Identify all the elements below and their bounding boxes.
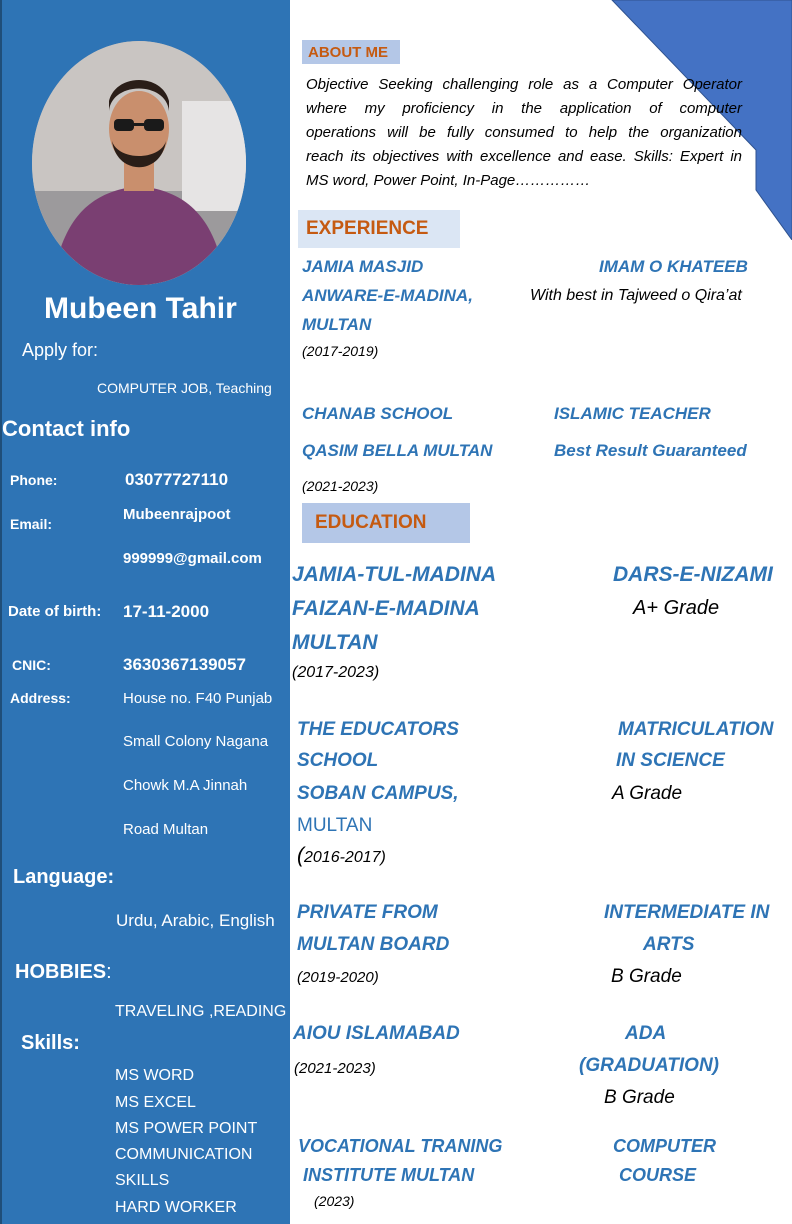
job2-org-line: QASIM BELLA MULTAN (302, 441, 493, 460)
address-label: Address: (10, 690, 71, 706)
about-heading: ABOUT ME (302, 40, 400, 64)
job2-role: ISLAMIC TEACHER (554, 404, 711, 423)
edu1-org-line: JAMIA-TUL-MADINA (292, 563, 497, 586)
phone-value: 03077727110 (125, 470, 229, 489)
experience-heading: EXPERIENCE (298, 210, 460, 248)
sidebar (0, 0, 290, 1224)
about-line: MS word, Power Point, In-Page…………… (306, 172, 591, 189)
cnic-value: 3630367139057 (123, 655, 246, 674)
edu1-org-line: MULTAN (292, 631, 378, 654)
address-line: Chowk M.A Jinnah (123, 777, 248, 794)
apply-label: Apply for: (22, 340, 99, 360)
job1-years: (2017-2019) (302, 343, 379, 359)
education-heading: EDUCATION (302, 503, 470, 543)
skill-item: SKILLS (115, 1172, 170, 1189)
job2-years: (2021-2023) (302, 478, 379, 494)
skill-item: HARD WORKER (115, 1199, 237, 1216)
skill-item: COMMUNICATION (115, 1146, 253, 1163)
edu5-degree-line: COURSE (619, 1165, 697, 1185)
skill-item: MS EXCEL (115, 1094, 196, 1111)
edu5-org-line: VOCATIONAL TRANING (298, 1136, 503, 1156)
dob-value: 17-11-2000 (123, 602, 210, 621)
edu4-years: (2021-2023) (294, 1060, 376, 1077)
edu2-org-line: SOBAN CAMPUS, (297, 783, 459, 804)
skills-heading: Skills: (21, 1032, 80, 1054)
job1-org-line: JAMIA MASJID (302, 257, 424, 276)
hobbies-value: TRAVELING ,READING (115, 1003, 287, 1020)
edu2-org-line: SCHOOL (297, 750, 379, 771)
edu3-degree-line: ARTS (643, 934, 695, 955)
email-label: Email: (10, 516, 53, 532)
edu1-years: (2017-2023) (292, 664, 380, 681)
edu1-org-line: FAIZAN-E-MADINA (292, 597, 480, 620)
about-line: where my proficiency in the application of computer (306, 100, 742, 117)
edu2-years-rest: 2016-2017) (304, 849, 386, 866)
job2-note: Best Result Guaranteed (554, 441, 747, 460)
email-line1: Mubeenrajpoot (123, 506, 231, 523)
dob-label: Date of birth: (8, 603, 102, 620)
edu3-degree-line: INTERMEDIATE IN (604, 902, 770, 923)
edu2-years (297, 844, 386, 868)
job1-role: IMAM O KHATEEB (599, 257, 748, 276)
edu2-org-city: MULTAN (297, 815, 373, 836)
edu5-degree-line: COMPUTER (613, 1136, 716, 1156)
language-heading: Language: (13, 866, 115, 888)
edu3-grade: B Grade (611, 966, 682, 987)
edu5-org-line: INSTITUTE MULTAN (303, 1165, 475, 1185)
edu2-degree-line: IN SCIENCE (616, 750, 725, 771)
hobbies-heading (15, 961, 112, 984)
job1-note: With best in Tajweed o Qira’at (530, 287, 742, 304)
profile-photo (32, 41, 246, 285)
person-photo-icon (32, 41, 246, 285)
edu3-years: (2019-2020) (297, 969, 379, 986)
job1-org-line: ANWARE-E-MADINA, (302, 286, 473, 305)
edu2-degree-line: MATRICULATION (618, 719, 774, 740)
about-text (306, 73, 742, 193)
hobbies-colon: : (106, 961, 112, 983)
edu2-grade: A Grade (612, 783, 683, 804)
edu3-org-line: PRIVATE FROM (297, 902, 438, 923)
job1-org-line: MULTAN (302, 315, 372, 334)
email-line2: 999999@gmail.com (123, 550, 262, 567)
skill-item: MS POWER POINT (115, 1120, 258, 1137)
address-line: House no. F40 Punjab (123, 690, 273, 707)
about-line: operations will be fully consumed to help the organization (306, 124, 742, 141)
edu4-degree-line: (GRADUATION) (579, 1055, 720, 1076)
about-line: reach its objectives with excellence and ease. Skills: Expert in (306, 148, 742, 165)
address-line: Road Multan (123, 821, 209, 838)
cnic-label: CNIC: (12, 657, 51, 673)
profile-name: Mubeen Tahir (44, 292, 237, 325)
address-line: Small Colony Nagana (123, 733, 269, 750)
phone-label: Phone: (10, 472, 58, 488)
edu2-years-open: ( (297, 844, 304, 867)
edu5-years: (2023) (314, 1193, 355, 1209)
edu4-grade: B Grade (604, 1087, 675, 1108)
job2-org-line: CHANAB SCHOOL (302, 404, 454, 423)
edu1-grade: A+ Grade (633, 597, 720, 619)
edu4-degree-line: ADA (625, 1023, 667, 1044)
apply-value: COMPUTER JOB, Teaching (97, 380, 272, 396)
language-value: Urdu, Arabic, English (116, 911, 275, 930)
about-line: Objective Seeking challenging role as a Computer Operator (306, 76, 742, 93)
edu1-degree: DARS-E-NIZAMI (613, 563, 773, 586)
skill-item: MS WORD (115, 1067, 195, 1084)
edu2-org-line: THE EDUCATORS (297, 719, 459, 740)
hobbies-title: HOBBIES (15, 961, 107, 983)
contact-heading: Contact info (2, 416, 131, 441)
edu3-org-line: MULTAN BOARD (297, 934, 450, 955)
edu4-org: AIOU ISLAMABAD (293, 1023, 460, 1044)
